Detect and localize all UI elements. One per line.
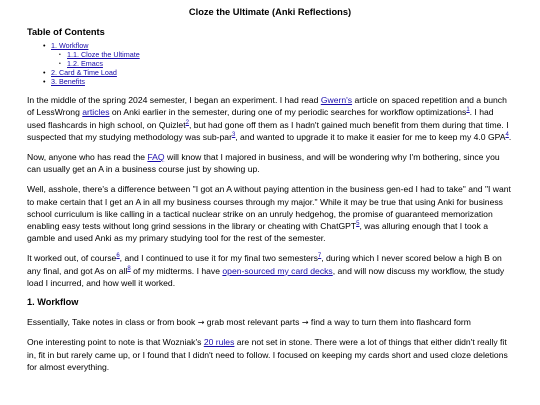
right-arrow-icon: →	[197, 317, 205, 327]
text: One interesting point to note is that Wozniak's	[27, 337, 204, 348]
text: article on spaced repetition and a bunch of LessWrong	[27, 95, 507, 118]
articles-link[interactable]: articles	[82, 107, 110, 118]
text: .	[508, 131, 512, 142]
circle-bullet-icon	[59, 59, 67, 68]
text: will know that I majored in business, and will be wondering why I'm bothering, since you can usually get an A in a business course just by showing up.	[27, 151, 500, 175]
twenty-rules-link[interactable]: 20 rules	[203, 337, 235, 348]
faq-link[interactable]: FAQ	[147, 151, 165, 162]
circle-bullet-icon	[59, 50, 67, 59]
text: It worked out, of course	[27, 253, 117, 264]
text: grab most relevant parts	[204, 316, 302, 327]
card-decks-link[interactable]: open-sourced my card decks	[222, 265, 333, 276]
footnote-5-link[interactable]: 5	[356, 220, 360, 227]
text: of my midterms. I have	[130, 265, 223, 276]
bullet-icon	[43, 77, 51, 86]
footnote-1-link[interactable]: 1	[466, 107, 470, 114]
results-paragraph	[27, 252, 513, 289]
text: , but had gone off them as I hadn't gained much benefit from them during that time. I suspected that my studying methodology was sub-par	[27, 119, 509, 142]
footnote-2-link[interactable]: 2	[185, 119, 189, 126]
footnote-8-link[interactable]: 8	[127, 265, 131, 272]
toc-link-workflow[interactable]: 1. Workflow	[51, 41, 89, 51]
toc-item-card-time-load	[43, 68, 513, 77]
text: , and I continued to use it for my final two semesters	[119, 253, 318, 264]
toc-heading: Table of Contents	[27, 27, 105, 38]
text: , during which I never scored below a high B on any final, and got As on all	[27, 253, 502, 276]
section-heading-workflow: 1. Workflow	[27, 297, 79, 307]
text: find a way to turn them into flashcard form	[308, 316, 471, 327]
text: Essentially, Take notes in class or from book	[27, 316, 198, 327]
toc-link-emacs[interactable]: 1.2. Emacs	[67, 59, 103, 69]
wozniak-paragraph	[27, 336, 513, 373]
toc-link-card-time-load[interactable]: 2. Card & Time Load	[51, 68, 117, 78]
text: . I had used flashcards in high school, on Quizlet	[27, 107, 494, 130]
footnote-3-link[interactable]: 3	[231, 131, 236, 138]
toc-link-benefits[interactable]: 3. Benefits	[51, 77, 85, 87]
toc-item-benefits	[43, 77, 513, 86]
motivation-paragraph	[27, 183, 513, 244]
text: are not set in stone. There were a lot of things that either didn't really fit in, fit in but rarely came up, or I found that I didn't need to follow. I focused on keeping my cards short and used cloze deletions for almost everything.	[27, 337, 508, 372]
toc-item-emacs	[59, 59, 513, 68]
bullet-icon	[43, 41, 51, 50]
toc-item-workflow	[43, 41, 513, 68]
footnote-6-link[interactable]: 6	[116, 253, 120, 260]
toc-link-cloze-the-ultimate[interactable]: 1.1. Cloze the Ultimate	[67, 50, 140, 60]
footnote-7-link[interactable]: 7	[317, 253, 322, 260]
text: Now, anyone who has read the	[27, 151, 148, 162]
workflow-summary-paragraph	[27, 316, 513, 328]
right-arrow-icon: →	[301, 317, 309, 327]
toc-item-cloze	[59, 50, 513, 59]
text: , and wanted to upgrade it to make it easier for me to keep my 4.0 GPA	[235, 131, 506, 142]
bullet-icon	[43, 68, 51, 77]
page-title: Cloze the Ultimate (Anki Reflections)	[188, 7, 352, 17]
text: on Anki earlier in the semester, during one of my periodic searches for workflow optimizations	[109, 107, 467, 118]
faq-paragraph	[27, 151, 513, 175]
table-of-contents	[27, 41, 513, 86]
text: Well, asshole, there's a difference between "I got an A without paying attention in the business gen-ed I had to take" and "I want to make certain that I get an A in all my business courses through my major." While it may be true that using Anki for business school curriculum is like calling in a tactical nuclear strike on an unruly hedgehog, the promise of guaranteed memorization enabling easy tests without long grind sessions in the library or cheating with ChatGPT	[27, 184, 511, 231]
text: , and will now discuss my workflow, the study load I incurred, and how well it worked.	[27, 265, 505, 288]
footnote-4-link[interactable]: 4	[505, 131, 509, 138]
gwern-link[interactable]: Gwern's	[320, 95, 353, 106]
text: , was alluring enough that I took a gamble and used Anki as my primary studying tool for the rest of the semester.	[27, 220, 488, 244]
intro-paragraph	[27, 94, 513, 143]
text: In the middle of the spring 2024 semester, I began an experiment. I had read	[27, 95, 321, 106]
